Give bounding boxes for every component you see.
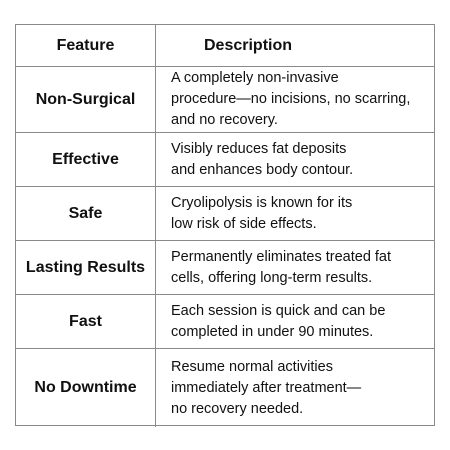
- feature-cell-no-downtime: No Downtime: [16, 349, 156, 427]
- feature-cell-safe: Safe: [16, 187, 156, 241]
- description-cell-effective: Visibly reduces fat deposits and enhances body contour.: [156, 133, 434, 187]
- feature-cell-effective: Effective: [16, 133, 156, 187]
- description-cell-non-surgical: A completely non-invasive procedure—no incisions, no scarring, and no recovery.: [156, 67, 434, 133]
- feature-cell-non-surgical: Non-Surgical: [16, 67, 156, 133]
- feature-table: [15, 24, 435, 426]
- description-cell-safe: Cryolipolysis is known for its low risk of side effects.: [156, 187, 434, 241]
- header-description: Description: [156, 25, 434, 67]
- feature-cell-lasting-results: Lasting Results: [16, 241, 156, 295]
- description-cell-no-downtime: Resume normal activities immediately after treatment— no recovery needed.: [171, 358, 362, 417]
- description-cell-lasting-results: Permanently eliminates treated fat cells, offering long-term results.: [156, 241, 434, 295]
- header-feature: Feature: [16, 25, 156, 67]
- feature-cell-fast: Fast: [16, 295, 156, 349]
- description-cell-fast: Each session is quick and can be completed in under 90 minutes.: [156, 295, 434, 349]
